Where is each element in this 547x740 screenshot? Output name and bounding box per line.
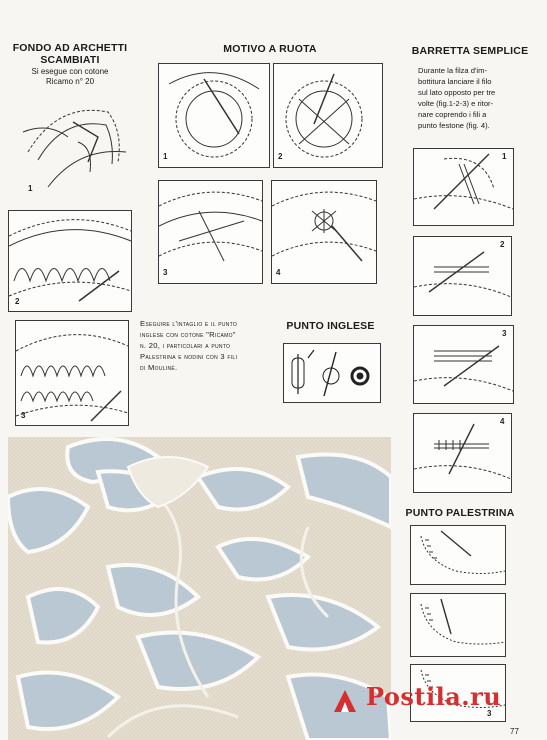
barretta-figure-3 (413, 325, 514, 404)
bar-stitch-step1-icon (414, 149, 513, 225)
ruota-title: MOTIVO A RUOTA (223, 43, 317, 55)
wheel-step3-icon (159, 181, 262, 283)
brand-name[interactable]: Postila.ru (366, 682, 502, 711)
fondo-title-line2: SCAMBIATI (40, 54, 100, 66)
wheel-step4-icon (272, 181, 376, 283)
fondo-num-1: 1 (28, 184, 33, 193)
intaglio-line-1: Eseguire l'intaglio e il punto (140, 319, 238, 328)
fondo-figure-2 (8, 210, 132, 312)
bar-stitch-step2-icon (414, 237, 511, 315)
wheel-step1-icon (159, 64, 269, 167)
ruota-figure-2 (273, 63, 383, 168)
fondo-figure-3 (15, 320, 129, 426)
bar-stitch-step3-icon (414, 326, 513, 403)
ruota-num-1: 1 (163, 152, 168, 161)
palestrina-step2-icon (411, 594, 505, 656)
fondo-subtitle (18, 67, 122, 87)
barretta-line-5: nare coprendo i fili a (418, 110, 487, 119)
wheel-step2-icon (274, 64, 382, 167)
postila-logo-icon (330, 686, 360, 716)
archetti-rows-icon (16, 321, 128, 425)
fondo-num-3: 3 (21, 411, 26, 420)
barretta-figure-2 (413, 236, 512, 316)
barretta-num-1: 1 (502, 152, 507, 161)
barretta-line-2: bottitura lanciare il filo (418, 77, 492, 86)
palestrina-title: PUNTO PALESTRINA (405, 507, 515, 519)
inglese-figure (283, 343, 381, 403)
fondo-sub-line1: Si esegue con cotone (31, 67, 109, 76)
fondo-sub-line2: Ricamo n° 20 (45, 77, 95, 86)
ruota-figure-4 (271, 180, 377, 284)
barretta-num-4: 4 (500, 417, 505, 426)
barretta-line-1: Durante la filza d'im- (418, 66, 487, 75)
palestrina-num-3: 3 (487, 709, 492, 718)
barretta-text (418, 65, 528, 131)
ruota-figure-1 (158, 63, 270, 168)
palestrina-figure-1 (410, 525, 506, 585)
intaglio-line-4: Palestrina e nodini con 3 fili (140, 352, 238, 361)
brand-banner[interactable] (326, 680, 547, 724)
palestrina-figure-2 (410, 593, 506, 657)
ruota-num-4: 4 (276, 268, 281, 277)
barretta-num-2: 2 (500, 240, 505, 249)
ruota-num-2: 2 (278, 152, 283, 161)
intaglio-line-5: di Mouliné. (140, 363, 178, 372)
eyelet-stitch-icon (284, 344, 380, 402)
fondo-title-line1: FONDO AD ARCHETTI (12, 42, 128, 54)
fondo-num-2: 2 (15, 297, 20, 306)
barretta-line-6: punto festone (fig. 4). (418, 121, 490, 130)
archetti-loops-icon (9, 211, 131, 311)
barretta-title: BARRETTA SEMPLICE (411, 45, 529, 57)
palestrina-step1-icon (411, 526, 505, 584)
bar-stitch-step4-icon (414, 414, 511, 492)
intaglio-line-3: n. 20, i particolari a punto (140, 341, 231, 350)
barretta-figure-1 (413, 148, 514, 226)
intaglio-line-2: inglese con cotone "Ricamo" (140, 330, 236, 339)
intaglio-text (140, 318, 270, 373)
ruota-num-3: 3 (163, 268, 168, 277)
barretta-num-3: 3 (502, 329, 507, 338)
page-number: 77 (510, 727, 519, 736)
inglese-title: PUNTO INGLESE (286, 320, 375, 332)
barretta-line-3: sul lato opposto per tre (418, 88, 496, 97)
fondo-title (10, 42, 130, 66)
barretta-line-4: volte (fig.1-2-3) e ritor- (418, 99, 494, 108)
archetti-drawing-icon (18, 92, 128, 200)
fondo-figure-1 (18, 92, 128, 200)
ruota-figure-3 (158, 180, 263, 284)
barretta-figure-4 (413, 413, 512, 493)
